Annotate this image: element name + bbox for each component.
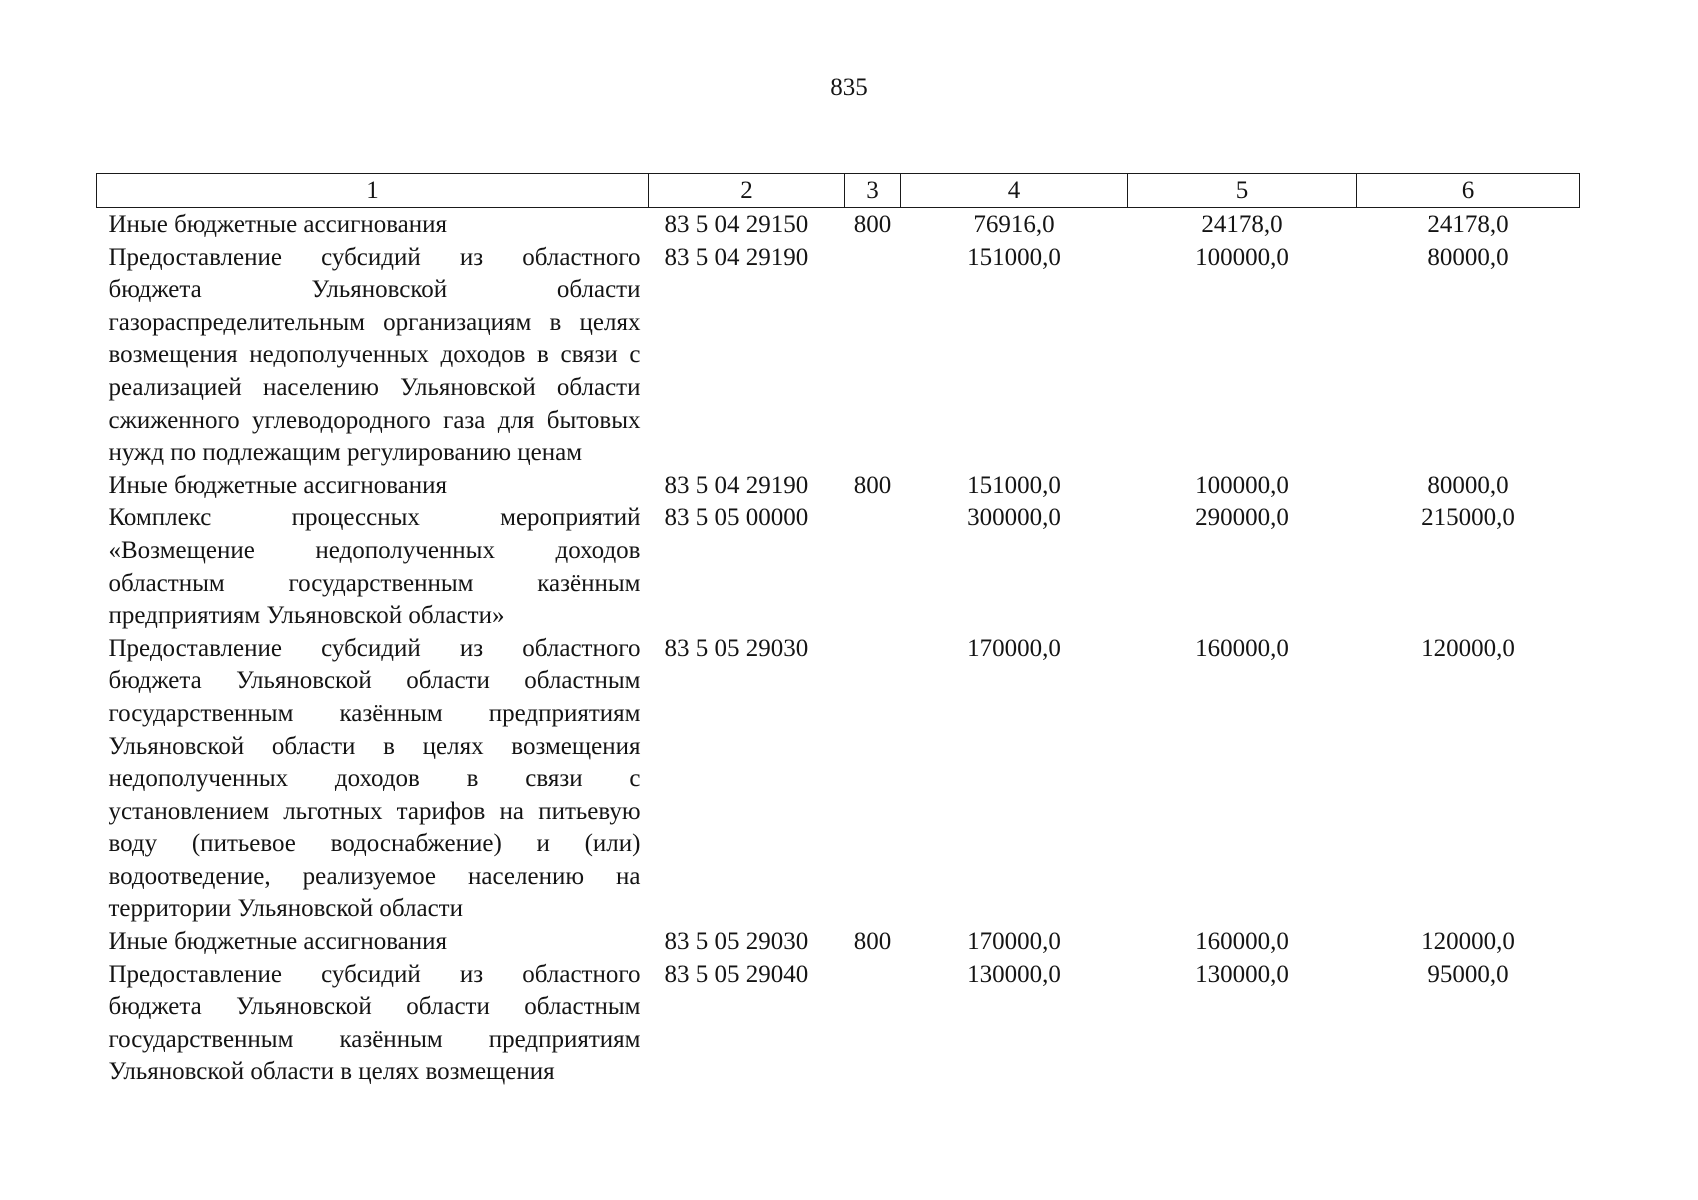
row-value-6: 120000,0 — [1421, 634, 1515, 662]
row-name: Иные бюджетные ассигнования — [108, 928, 448, 956]
table-row — [97, 242, 1580, 470]
row-value-5: 160000,0 — [1195, 928, 1289, 956]
header-col-4: 4 — [901, 174, 1128, 208]
row-name: Предоставление субсидий из областного бюджета Ульяновской области областным государственным казённым предприятиям Ульяновской области в целях возмещения недополученных доходов в связи с установлением льготных тарифов на питьевую воду (питьевое водоснабжение) и (или) водоотведение, реализуемое населению на территории Ульяновской области — [108, 634, 641, 923]
table-row — [97, 502, 1580, 632]
row-type: 800 — [853, 471, 892, 499]
row-value-5: 100000,0 — [1195, 243, 1289, 271]
row-value-4: 170000,0 — [967, 634, 1061, 662]
row-value-4: 76916,0 — [973, 211, 1055, 238]
row-value-5: 24178,0 — [1201, 211, 1283, 238]
row-value-6: 80000,0 — [1427, 471, 1509, 499]
row-code: 83 5 04 29150 — [664, 211, 809, 238]
row-code: 83 5 04 29190 — [664, 471, 809, 499]
table-row — [97, 926, 1580, 959]
table-row — [97, 633, 1580, 926]
row-code: 83 5 05 29040 — [664, 960, 809, 988]
row-type — [845, 242, 901, 470]
row-value-4: 130000,0 — [967, 960, 1061, 988]
row-value-6: 95000,0 — [1427, 960, 1509, 988]
row-type — [845, 959, 901, 1089]
table-row — [97, 470, 1580, 503]
row-value-5: 130000,0 — [1195, 960, 1289, 988]
row-name: Комплекс процессных мероприятий «Возмещение недополученных доходов областным государственным казённым предприятиям Ульяновской области» — [108, 504, 641, 630]
row-value-6: 80000,0 — [1427, 243, 1509, 271]
header-row — [97, 174, 1580, 208]
header-col-2: 2 — [649, 174, 845, 208]
header-col-6: 6 — [1357, 174, 1580, 208]
row-type: 800 — [853, 211, 892, 238]
row-name: Иные бюджетные ассигнования — [108, 211, 448, 238]
page-number: 835 — [830, 74, 868, 101]
row-type — [845, 633, 901, 926]
row-name: Иные бюджетные ассигнования — [108, 471, 448, 499]
header-col-3: 3 — [845, 174, 901, 208]
row-value-4: 151000,0 — [967, 471, 1061, 499]
header-col-1: 1 — [97, 174, 649, 208]
row-code: 83 5 05 29030 — [664, 928, 809, 956]
row-value-4: 151000,0 — [967, 243, 1061, 271]
row-type — [845, 502, 901, 632]
row-code: 83 5 05 00000 — [664, 504, 809, 532]
row-value-5: 160000,0 — [1195, 634, 1289, 662]
row-type: 800 — [853, 928, 892, 956]
row-name: Предоставление субсидий из областного бюджета Ульяновской области газораспределительным организациям в целях возмещения недополученных доходов в связи с реализацией населению Ульяновской области сжиженного углеводородного газа для бытовых нужд по подлежащим регулированию ценам — [108, 243, 641, 467]
table-row — [97, 208, 1580, 242]
row-code: 83 5 04 29190 — [664, 243, 809, 271]
table-row — [97, 959, 1580, 1089]
row-code: 83 5 05 29030 — [664, 634, 809, 662]
row-value-6: 24178,0 — [1427, 211, 1509, 238]
row-value-5: 100000,0 — [1195, 471, 1289, 499]
row-value-6: 120000,0 — [1421, 928, 1515, 956]
budget-table — [96, 173, 1580, 1089]
row-name: Предоставление субсидий из областного бюджета Ульяновской области областным государственным казённым предприятиям Ульяновской области в целях возмещения — [108, 960, 641, 1086]
row-value-6: 215000,0 — [1421, 504, 1515, 532]
row-value-4: 300000,0 — [967, 504, 1061, 532]
row-value-4: 170000,0 — [967, 928, 1061, 956]
header-col-5: 5 — [1128, 174, 1357, 208]
row-value-5: 290000,0 — [1195, 504, 1289, 532]
